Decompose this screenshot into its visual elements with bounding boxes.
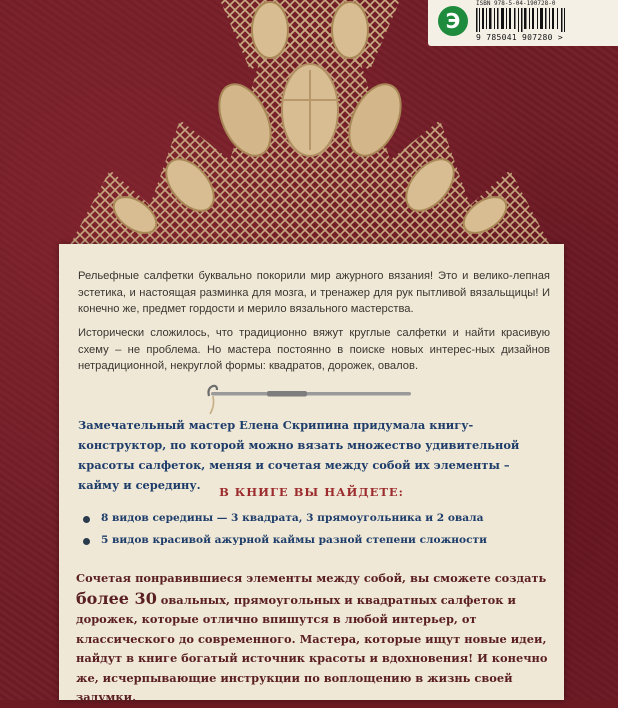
features-heading: В КНИГЕ ВЫ НАЙДЕТЕ:: [219, 485, 404, 499]
description-panel: [59, 244, 564, 704]
crochet-hook-icon: [207, 376, 417, 416]
closing-text-end: овальных, прямоугольных и квадратных салфеток и дорожек, которые отлично впишутся в любой интерьер, от классического до современного. Мастера, которые ищут новые идеи, найдут в книге богатый источник красоты и вдохновения! И конечно же, исчерпывающие инструкции по воплощению в жизнь своей задумки.: [76, 592, 548, 704]
list-item-text: 8 видов середины — 3 квадрата, 3 прямоугольника и 2 овала: [101, 512, 484, 524]
bullet-icon: [83, 538, 90, 545]
list-item: [101, 534, 487, 546]
barcode-digits: 9 785041 907280 >: [476, 33, 563, 42]
isbn-number: ISBN 978-5-04-190728-0: [476, 0, 556, 7]
author-lead-text: Замечательный мастер Елена Скрипина придумала книгу-конструктор, по которой можно вязать множество удивительной красоты салфеток, меняя и сочетая между собой их элементы – кайму и середину.: [78, 418, 520, 492]
closing-highlight: более 30: [76, 588, 157, 608]
list-item-text: 5 видов красивой ажурной каймы разной степени сложности: [101, 534, 487, 546]
publisher-logo: Э: [438, 6, 468, 36]
history-paragraph: Исторически сложилось, что традиционно вяжут круглые салфетки и найти красивую схему – не проблема. Но мастера постоянно в поиске новых интерес-ных дизайнов нетрадиционной, некруглой формы: квадратов, дорожек, овалов.: [78, 327, 550, 372]
closing-text-start: Сочетая понравившиеся элементы между собой, вы сможете создать: [76, 571, 547, 585]
bullet-icon: [83, 516, 90, 523]
intro-paragraph: Рельефные салфетки буквально покорили мир ажурного вязания! Это и велико-лепная эстетика, и настоящая разминка для мозга, и тренажер для рук пытливой вязальщицы! И конечно же, предмет гордости и мерило вязального мастерства.: [78, 270, 550, 315]
closing-paragraph: [76, 569, 554, 708]
list-item: [101, 512, 483, 524]
barcode-image: [476, 8, 566, 32]
